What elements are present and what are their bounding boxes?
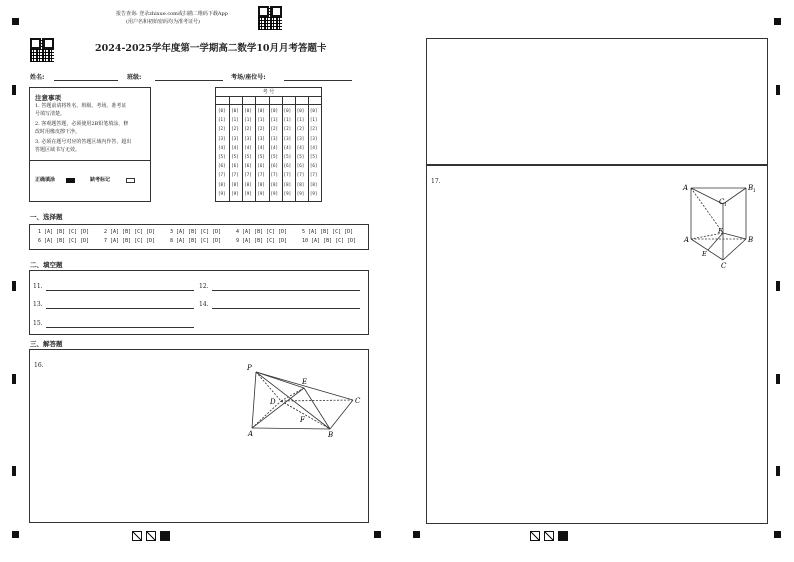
exam-number-bubble[interactable]: [5] — [270, 154, 279, 159]
label-F: F — [718, 227, 723, 235]
label-E: E — [702, 250, 707, 258]
registration-mark-bottom-left — [12, 531, 19, 538]
exam-number-bubble[interactable]: [3] — [309, 135, 318, 141]
fill-number-13: 13. — [33, 301, 43, 308]
exam-number-bubble[interactable]: [0] — [283, 108, 292, 113]
label-A1: A — [683, 184, 689, 192]
label-B: B — [748, 236, 754, 244]
registration-mark-bottom-right — [774, 531, 781, 538]
class-label: 班级: — [127, 74, 142, 81]
side-mark — [776, 281, 780, 291]
exam-number-bubble[interactable]: [5] — [309, 154, 318, 159]
exam-number-grid[interactable] — [215, 87, 322, 202]
notice-divider — [30, 160, 150, 161]
exam-number-bubble[interactable]: [6] — [218, 163, 226, 169]
exam-number-bubble[interactable]: [7] — [257, 172, 265, 178]
exam-number-bubble[interactable]: [9] — [309, 190, 318, 196]
exam-number-bubble[interactable]: [5] — [231, 154, 239, 159]
exam-number-bubble[interactable]: [7] — [231, 172, 239, 178]
exam-number-bubble[interactable]: [4] — [296, 144, 305, 150]
exam-number-bubble[interactable]: [1] — [218, 117, 226, 123]
seat-label: 考场/座位号: — [231, 74, 266, 81]
exam-number-bubble[interactable]: [9] — [296, 190, 305, 196]
exam-number-bubble[interactable]: [2] — [244, 126, 252, 132]
exam-number-bubble[interactable]: [7] — [309, 172, 318, 178]
exam-number-bubble[interactable]: [4] — [270, 144, 279, 150]
side-mark — [12, 466, 16, 476]
exam-number-bubble[interactable]: [8] — [257, 181, 265, 187]
correct-fill-label: 正确填涂 — [35, 177, 56, 183]
exam-number-bubble[interactable]: [2] — [257, 126, 265, 132]
page-indicator-slash — [132, 531, 142, 541]
exam-number-bubble[interactable]: [9] — [283, 190, 292, 196]
exam-number-bubble[interactable]: [3] — [296, 135, 305, 141]
exam-number-bubble[interactable]: [4] — [257, 144, 265, 150]
q17-prism-figure — [681, 180, 761, 270]
exam-number-bubble[interactable]: [2] — [283, 126, 292, 132]
exam-number-bubble[interactable]: [9] — [257, 190, 265, 196]
exam-number-bubble[interactable]: [9] — [244, 190, 252, 196]
exam-number-bubble[interactable]: [3] — [270, 135, 279, 141]
choice-question[interactable]: 1 [A] [B] [C] [D] — [38, 229, 90, 235]
q17-number: 17. — [431, 178, 441, 185]
exam-number-bubble[interactable]: [2] — [231, 126, 239, 132]
label-B1-sub: 1 — [753, 189, 756, 194]
side-mark — [12, 281, 16, 291]
side-mark — [776, 374, 780, 384]
exam-number-bubble[interactable]: [7] — [270, 172, 279, 178]
choice-question[interactable]: 5 [A] [B] [C] [D] — [302, 229, 354, 235]
choice-box — [29, 224, 369, 250]
registration-mark-bottom-mid-left — [374, 531, 381, 538]
exam-number-bubble[interactable]: [3] — [218, 135, 226, 141]
choice-question[interactable]: 9 [A] [B] [C] [D] — [236, 238, 288, 244]
exam-number-bubble[interactable]: [5] — [283, 154, 292, 159]
exam-number-bubble[interactable]: [1] — [270, 117, 279, 123]
exam-number-bubble[interactable]: [8] — [244, 181, 252, 187]
name-label: 姓名: — [30, 74, 45, 81]
fill-number-15: 15. — [33, 320, 43, 327]
section-fill-title: 二、填空题 — [30, 261, 63, 269]
exam-number-bubble[interactable]: [8] — [218, 181, 226, 187]
section-answer-title: 三、解答题 — [30, 340, 63, 348]
exam-number-bubble[interactable]: [0] — [309, 108, 318, 113]
registration-mark-top-right — [774, 18, 781, 25]
exam-number-bubble[interactable]: [1] — [309, 117, 318, 123]
page-title: 2024-2025学年度第一学期高二数学10月月考答题卡 — [95, 43, 327, 54]
exam-number-bubble[interactable]: [2] — [309, 126, 318, 132]
report-notice-line2: (用户名和初始密码均为准考证号) — [126, 19, 200, 25]
exam-number-bubble[interactable]: [8] — [231, 181, 239, 187]
exam-number-bubble[interactable]: [4] — [231, 144, 239, 150]
fill-answer-14[interactable] — [212, 308, 360, 309]
exam-number-bubble[interactable]: [5] — [244, 154, 252, 159]
exam-number-bubble[interactable]: [8] — [296, 181, 305, 187]
exam-number-header: 考 号 — [262, 89, 275, 95]
choice-question[interactable]: 10 [A] [B] [C] [D] — [302, 238, 357, 244]
notice-line: 2. 客观题答题，必须使用2B铅笔填涂，修 — [35, 121, 129, 127]
exam-number-bubble[interactable]: [1] — [296, 117, 305, 123]
correct-fill-sample — [66, 178, 75, 183]
exam-number-bubble[interactable]: [4] — [244, 144, 252, 150]
exam-number-bubble[interactable]: [8] — [270, 181, 279, 187]
exam-number-bubble[interactable]: [9] — [218, 190, 226, 196]
label-A: A — [684, 236, 690, 244]
exam-number-bubble[interactable]: [5] — [218, 154, 226, 159]
exam-number-bubble[interactable]: [1] — [244, 117, 252, 123]
exam-number-bubble[interactable]: [6] — [283, 163, 292, 169]
page-indicator-filled — [558, 531, 568, 541]
label-C1: C — [719, 198, 725, 206]
page-indicator-slash — [544, 531, 554, 541]
exam-number-bubble[interactable]: [6] — [270, 163, 279, 169]
exam-number-bubble[interactable]: [0] — [231, 108, 239, 113]
exam-number-bubble[interactable]: [6] — [309, 163, 318, 169]
notice-box — [29, 87, 151, 202]
notice-line: 答题区域书写无效。 — [35, 147, 81, 153]
label-C: C — [355, 397, 361, 405]
notice-line: 1. 答题前请将姓名、班级、考场、准考证 — [35, 103, 127, 109]
exam-number-bubble[interactable]: [4] — [309, 144, 318, 150]
label-C: C — [721, 262, 727, 270]
choice-question[interactable]: 4 [A] [B] [C] [D] — [236, 229, 288, 235]
exam-number-bubble[interactable]: [4] — [218, 144, 226, 150]
choice-question[interactable]: 6 [A] [B] [C] [D] — [38, 238, 90, 244]
fill-answer-11[interactable] — [46, 290, 194, 291]
notice-line: 3. 必须在题号对应的答题区域内作答，超出 — [35, 139, 132, 145]
exam-number-bubble[interactable]: [0] — [218, 108, 226, 113]
page-indicator-slash — [146, 531, 156, 541]
seat-field[interactable] — [284, 80, 352, 81]
q16-answer-box[interactable] — [29, 349, 369, 523]
exam-number-bubble[interactable]: [0] — [296, 108, 305, 113]
exam-number-bubble[interactable]: [7] — [218, 172, 226, 178]
exam-number-bubble[interactable]: [8] — [309, 181, 318, 187]
fill-number-14: 14. — [199, 301, 209, 308]
exam-number-bubble[interactable]: [6] — [296, 163, 305, 169]
exam-number-bubble[interactable]: [1] — [231, 117, 239, 123]
notice-line: 改时用橡皮擦干净。 — [35, 129, 81, 135]
notice-line: 号填写清楚。 — [35, 111, 66, 117]
student-qr-code — [30, 38, 54, 62]
label-P: P — [247, 364, 252, 372]
fill-answer-15[interactable] — [46, 327, 194, 328]
exam-number-bubble[interactable]: [6] — [257, 163, 265, 169]
page-indicator-slash — [530, 531, 540, 541]
exam-number-bubble[interactable]: [1] — [283, 117, 292, 123]
report-notice-line1: 报告查询: 登录zhixue.com或扫描二维码下载App — [116, 11, 228, 17]
exam-number-bubble[interactable]: [7] — [296, 172, 305, 178]
exam-number-bubble[interactable]: [6] — [231, 163, 239, 169]
label-E: E — [302, 378, 308, 386]
exam-number-bubble[interactable]: [8] — [283, 181, 292, 187]
exam-number-bubble[interactable]: [0] — [270, 108, 279, 113]
app-qr-code — [258, 6, 282, 30]
q16-pyramid-figure — [240, 360, 365, 442]
choice-question[interactable]: 2 [A] [B] [C] [D] — [104, 229, 156, 235]
exam-number-bubble[interactable]: [7] — [283, 172, 292, 178]
exam-number-bubble[interactable]: [1] — [257, 117, 265, 123]
label-B1: B — [748, 184, 754, 192]
fill-number-12: 12. — [199, 283, 209, 290]
exam-number-bubble[interactable]: [7] — [244, 172, 252, 178]
label-C1-sub: 1 — [724, 203, 727, 208]
label-B: B — [328, 431, 334, 439]
registration-mark-bottom-mid-right — [413, 531, 420, 538]
exam-number-bubble[interactable]: [3] — [257, 135, 265, 141]
exam-number-bubble[interactable]: [0] — [257, 108, 265, 113]
exam-number-bubble[interactable]: [2] — [218, 126, 226, 132]
exam-number-bubble[interactable]: [3] — [283, 135, 292, 141]
missing-exam-checkbox[interactable] — [126, 178, 135, 183]
exam-number-bubble[interactable]: [9] — [231, 190, 239, 196]
class-field[interactable] — [155, 80, 223, 81]
choice-question[interactable]: 7 [A] [B] [C] [D] — [104, 238, 156, 244]
exam-number-bubble[interactable]: [0] — [244, 108, 252, 113]
choice-question[interactable]: 3 [A] [B] [C] [D] — [170, 229, 222, 235]
exam-number-bubble[interactable]: [9] — [270, 190, 279, 196]
q17-answer-box[interactable] — [426, 165, 768, 524]
name-field[interactable] — [54, 80, 118, 81]
side-mark — [776, 85, 780, 95]
page-indicator-filled — [160, 531, 170, 541]
side-mark — [12, 374, 16, 384]
label-D: D — [270, 398, 276, 406]
fill-box — [29, 270, 369, 335]
exam-number-bubble[interactable]: [3] — [231, 135, 239, 141]
side-mark — [776, 466, 780, 476]
exam-number-bubble[interactable]: [2] — [270, 126, 279, 132]
choice-question[interactable]: 8 [A] [B] [C] [D] — [170, 238, 222, 244]
exam-number-bubble[interactable]: [2] — [296, 126, 305, 132]
label-F: F — [300, 416, 305, 424]
registration-mark-top-left — [12, 18, 19, 25]
exam-number-bubble[interactable]: [4] — [283, 144, 292, 150]
label-A: A — [248, 430, 254, 438]
q16-number: 16. — [34, 362, 44, 369]
notice-title: 注意事项 — [35, 94, 61, 102]
fill-answer-12[interactable] — [212, 290, 360, 291]
missing-exam-label: 缺考标记 — [90, 177, 111, 183]
exam-number-bubble[interactable]: [5] — [257, 154, 265, 159]
exam-number-bubble[interactable]: [5] — [296, 154, 305, 159]
side-mark — [12, 85, 16, 95]
exam-number-bubble[interactable]: [3] — [244, 135, 252, 141]
fill-answer-13[interactable] — [46, 308, 194, 309]
section-choice-title: 一、选择题 — [30, 213, 63, 221]
right-page-top-box[interactable] — [426, 38, 768, 165]
fill-number-11: 11. — [33, 283, 43, 290]
exam-number-bubble[interactable]: [6] — [244, 163, 252, 169]
